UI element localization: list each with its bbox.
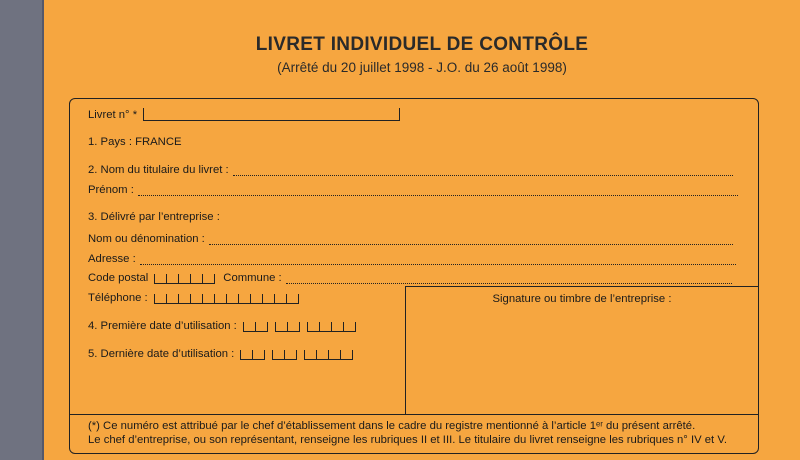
form-frame [69,98,759,454]
derniere-date-label: 5. Dernière date d’utilisation : [88,348,235,360]
notes-divider [70,414,758,415]
pays-label: 1. Pays : FRANCE [88,136,182,148]
telephone-label: Téléphone : [88,292,148,304]
page-subtitle: (Arrêté du 20 juillet 1998 - J.O. du 26 août 1998) [277,60,567,75]
telephone-row [88,292,299,304]
commune-field[interactable] [286,273,732,284]
denomination-row [88,233,733,245]
premiere-date-label: 4. Première date d’utilisation : [88,320,237,332]
code-postal-row [88,272,732,284]
premiere-date-row [88,320,363,332]
titulaire-label: 2. Nom du titulaire du livret : [88,164,229,176]
denomination-field[interactable] [209,234,733,245]
notebook-binding [0,0,44,460]
pays-row [88,136,182,148]
signature-box[interactable] [405,286,758,414]
livret-number-label: Livret n° * [88,109,138,121]
footnote-line-2: Le chef d’entreprise, ou son représentant, renseigne les rubriques II et III. Le titulaire du livret renseigne les rubriques n° IV et V. [88,434,727,446]
denomination-label: Nom ou dénomination : [88,233,205,245]
titulaire-row [88,164,733,176]
adresse-field[interactable] [140,254,736,265]
livret-number-field[interactable] [143,108,400,121]
code-postal-label: Code postal [88,272,149,284]
derniere-date-field[interactable] [240,350,360,360]
footnotes [88,419,727,447]
delivre-label: 3. Délivré par l’entreprise : [88,211,220,223]
premiere-date-field[interactable] [243,322,363,332]
prenom-row [88,184,738,196]
signature-label: Signature ou timbre de l’entreprise : [492,293,672,305]
adresse-row [88,253,736,265]
code-postal-field[interactable] [154,274,215,284]
page-title: LIVRET INDIVIDUEL DE CONTRÔLE [255,34,589,55]
commune-label: Commune : [223,272,282,284]
telephone-field[interactable] [154,294,299,304]
footnote-line-1: (*) Ce numéro est attribué par le chef d’établissement dans le cadre du registre mentionné à l’article 1ᵉʳ du présent arrêté. [88,420,696,432]
titulaire-field[interactable] [233,165,733,176]
form-page [44,0,800,460]
prenom-label: Prénom : [88,184,134,196]
livret-number-row [88,108,400,121]
adresse-label: Adresse : [88,253,136,265]
derniere-date-row [88,348,360,360]
delivre-row [88,211,220,223]
prenom-field[interactable] [138,185,738,196]
